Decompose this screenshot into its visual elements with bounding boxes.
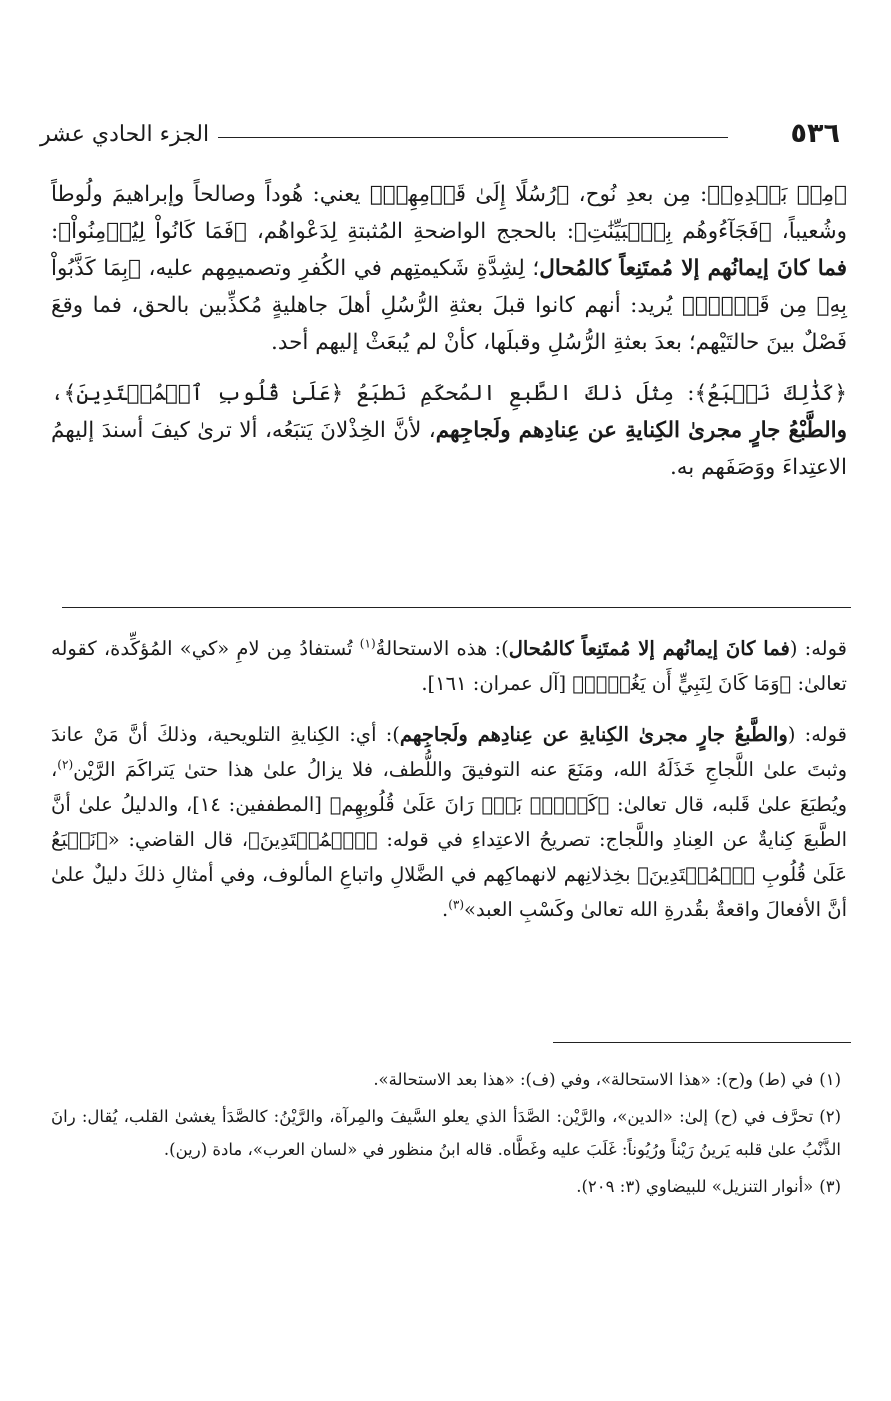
text-run: . — [441, 898, 449, 921]
footnote-marker: (١) — [359, 636, 376, 651]
footnote-text: تحرَّف في (ح) إلىٰ: «الدين»، والرَّيْن: الصَّدَأ الذي يعلو السَّيفَ والمِرآة، والرَّيْنُ: كالصَّدَأ يغشىٰ القلب، يُقال: رانَ الذَّنْبُ علىٰ قلبه يَرينُ رَيْناً ورُيُوناً: غَلَبَ عليه وغَطَّاه. قاله ابنُ منظور في «لسان العرب»، مادة (رين). — [51, 1107, 841, 1159]
emphasized-text: فما كانَ إيمانُهم إلا مُمتَنِعاً كالمُحال — [508, 637, 790, 660]
quran-quote: ﴿كَذَٰلِكَ نَطۡبَعُ﴾ — [694, 381, 847, 406]
text-run: ، قال القاضي: « — [107, 828, 249, 851]
text-run: ؛ لِشِدَّةِ شَكيمتِهم في الكُفرِ وتصميمِهم عليه، — [141, 256, 540, 281]
footnote-text: في (ط) و(ح): «هذا الاستحالة»، وفي (ف): «هذا بعد الاستحالة». — [373, 1070, 814, 1089]
text-run: ، لأنَّ الخِذْلانَ يَتبَعُه، ألا ترىٰ كيفَ أسندَ إليهمُ الاعتِداءَ ووَصَفَهم به. — [51, 418, 847, 480]
commentary-paragraph — [51, 631, 847, 701]
footnote-marker: (٣) — [448, 897, 465, 912]
emphasized-text: والطَّبعُ جارٍ مجرىٰ الكِنايةِ عن عِنادِهم ولَجاجِهم — [399, 723, 788, 746]
text-run: : — [51, 219, 59, 244]
text-run: قوله: ( — [787, 723, 847, 746]
emphasized-text: والطَّبْعُ جارٍ مجرىٰ الكِنايةِ عن عِنادِهم ولَجاجِهم — [435, 418, 847, 443]
quran-quote: ﴿فَمَا كَانُواْ لِيُؤۡمِنُواْ﴾ — [58, 219, 247, 244]
quran-quote: ﴿وَمَا كَانَ لِنَبِيٍّ أَن يَغُلَّۚ﴾ — [572, 672, 792, 695]
text-run: [المطففين: ١٤]، والدليلُ علىٰ أنَّ الطَّبعَ كِنايةٌ عن العِنادِ واللَّجاج: تصريحُ الاعتِداءِ في قوله: — [51, 793, 848, 851]
text-run: ، — [51, 381, 64, 406]
main-paragraph — [51, 176, 847, 361]
text-run: يُريد: أنهم كانوا قبلَ بعثةِ الرُّسُلِ أهلَ جاهليةٍ مُكذِّبين بالحق، فما وقعَ فَصْلٌ بينَ حالتَيْهم؛ بعدَ بعثةِ الرُّسُلِ وقبلَها، كأنْ لم يُبعَثْ إليهم أحد. — [51, 293, 847, 355]
quran-quote: ﴿عَلَىٰ قُلُوبِ ٱلۡمُعۡتَدِينَ﴾ — [63, 381, 344, 406]
footnote-text: «أنوار التنزيل» للبيضاوي (٣: ٢٠٩). — [576, 1177, 814, 1196]
running-header — [40, 116, 840, 156]
text-run: تُستفادُ مِن لامِ «كي» المُؤكِّدة، كقوله تعالىٰ: — [51, 637, 847, 695]
text-run: ): أي: الكِنايةِ التلويحية، وذلكَ أنَّ مَنْ عاندَ وثبتَ علىٰ اللَّجاجِ خَذَلَهُ الله، ومَنَعَ عنه التوفيقَ واللُّطف، فلا يزالُ علىٰ هذا حتىٰ يَتراكَمَ الرَّيْن — [51, 723, 847, 781]
quran-quote: ﴿فَجَآءُوهُم بِٱلۡبَيِّنَٰتِ﴾ — [574, 219, 772, 244]
emphasized-text: فما كانَ إيمانُهم إلا مُمتَنِعاً كالمُحال — [539, 256, 848, 281]
footnote — [51, 1063, 841, 1096]
quran-quote: ﴿كَلَّاۖ بَلۡۜ رَانَ عَلَىٰ قُلُوبِهِم﴾ — [329, 793, 610, 816]
header-rule — [218, 137, 728, 138]
footnote-rule — [553, 1042, 851, 1043]
section-divider — [62, 607, 851, 608]
quran-quote: ﴿بِمَا كَذَّبُواْ بِهِۦ مِن قَبۡلُۚ﴾ — [51, 256, 847, 318]
text-run: : مِن بعدِ نُوح، — [569, 182, 708, 207]
commentary-paragraph — [51, 717, 847, 927]
text-run: بخِذلانِهم لانهماكِهم في الضَّلالِ واتباعِ المألوف، وفي أمثالِ ذلكَ دليلٌ علىٰ أنَّ الأفعالَ واقعةٌ بقُدرةِ الله تعالىٰ وكَسْبِ العبد» — [51, 863, 847, 921]
main-paragraph — [51, 375, 847, 486]
quran-quote: ﴿مِنۢ بَعۡدِهِۦ﴾ — [707, 182, 847, 207]
footnote-number: (٢) — [819, 1107, 841, 1126]
text-run: ): هذه الاستحالةُ — [375, 637, 509, 660]
footnotes — [51, 1063, 841, 1203]
main-text — [51, 176, 847, 486]
text-run: : مِثلَ ذلكَ الطَّبعِ المُحكَمِ نَطبَعُ — [343, 381, 695, 406]
commentary — [51, 631, 847, 927]
footnote-number: (١) — [819, 1070, 841, 1089]
footnote-marker: (٢) — [57, 757, 74, 772]
text-run: [آل عمران: ١٦١]. — [421, 672, 573, 695]
text-run: قوله: ( — [789, 637, 848, 660]
footnote — [51, 1100, 841, 1166]
quran-quote: ﴿ٱلۡمُعۡتَدِينَ﴾ — [248, 828, 378, 851]
quran-quote: ﴿نَطۡبَعُ عَلَىٰ قُلُوبِ ٱلۡمُعۡتَدِينَ﴾ — [51, 828, 848, 886]
text-run: يعني: هُوداً وصالحاً وإبراهيمَ ولُوطاً وشُعيباً، — [51, 182, 847, 244]
text-run: ، ويُطبَعَ علىٰ قَلبه، قال تعالىٰ: — [51, 758, 847, 816]
running-title: الجزء الحادي عشر — [40, 122, 210, 147]
quran-quote: ﴿رُسُلًا إِلَىٰ قَوۡمِهِمۡ﴾ — [369, 182, 570, 207]
text-run: : بالحجج الواضحةِ المُثبتةِ لِدَعْواهُم، — [246, 219, 574, 244]
footnote — [51, 1170, 841, 1203]
footnote-number: (٣) — [819, 1177, 841, 1196]
page-number: ٥٣٦ — [790, 118, 840, 149]
